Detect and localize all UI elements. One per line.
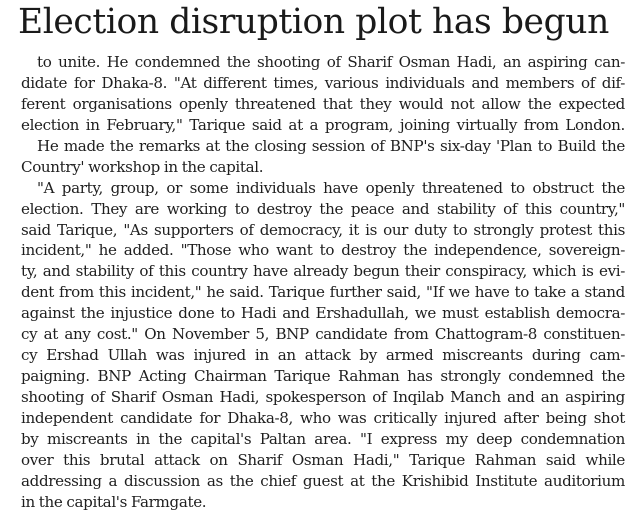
article-line: ty, and stability of this country have already begun their conspiracy, which is evi- — [21, 262, 625, 281]
article-line: against the injustice done to Hadi and Ershadullah, we must establish democra- — [21, 304, 625, 323]
article-line: over this brutal attack on Sharif Osman Hadi," Tarique Rahman said while — [21, 450, 625, 469]
article-line: He made the remarks at the closing session of BNP's six-day 'Plan to Build the — [37, 136, 625, 155]
article-line: election. They are working to destroy the peace and stability of this country," — [21, 199, 625, 218]
article-line: Country' workshop in the capital. — [21, 157, 264, 176]
article-line: addressing a discussion as the chief guest at the Krishibid Institute auditorium — [21, 471, 625, 490]
article-line: paigning. BNP Acting Chairman Tarique Rahman has strongly condemned the — [21, 367, 625, 386]
article-line: in the capital's Farmgate. — [21, 492, 207, 511]
article-line: cy at any cost." On November 5, BNP candidate from Chattogram-8 constituen- — [21, 325, 625, 344]
article-line: shooting of Sharif Osman Hadi, spokesperson of Inqilab Manch and an aspiring — [21, 388, 625, 406]
article-line: "A party, group, or some individuals have openly threatened to obstruct the — [37, 178, 625, 197]
article-line: to unite. He condemned the shooting of Sharif Osman Hadi, an aspiring can- — [37, 53, 625, 71]
article-line: by miscreants in the capital's Paltan area. "I express my deep condemnation — [21, 429, 625, 448]
article-line: incident," he added. "Those who want to destroy the independence, sovereign- — [21, 241, 625, 260]
headline: Election disruption plot has begun — [18, 2, 609, 42]
article-line: election in February," Tarique said at a program, joining virtually from London. — [21, 115, 625, 134]
article-body — [21, 52, 625, 513]
article-line: cy Ershad Ullah was injured in an attack by armed miscreants during cam- — [21, 346, 625, 365]
article-line: independent candidate for Dhaka-8, who was critically injured after being shot — [21, 408, 625, 427]
article-line: didate for Dhaka-8. "At different times, various individuals and members of dif- — [21, 73, 625, 92]
article-line: dent from this incident," he said. Tarique further said, "If we have to take a stand — [21, 283, 625, 302]
article-line: said Tarique, "As supporters of democracy, it is our duty to strongly protest this — [21, 220, 625, 239]
article-line: ferent organisations openly threatened that they would not allow the expected — [21, 94, 625, 113]
